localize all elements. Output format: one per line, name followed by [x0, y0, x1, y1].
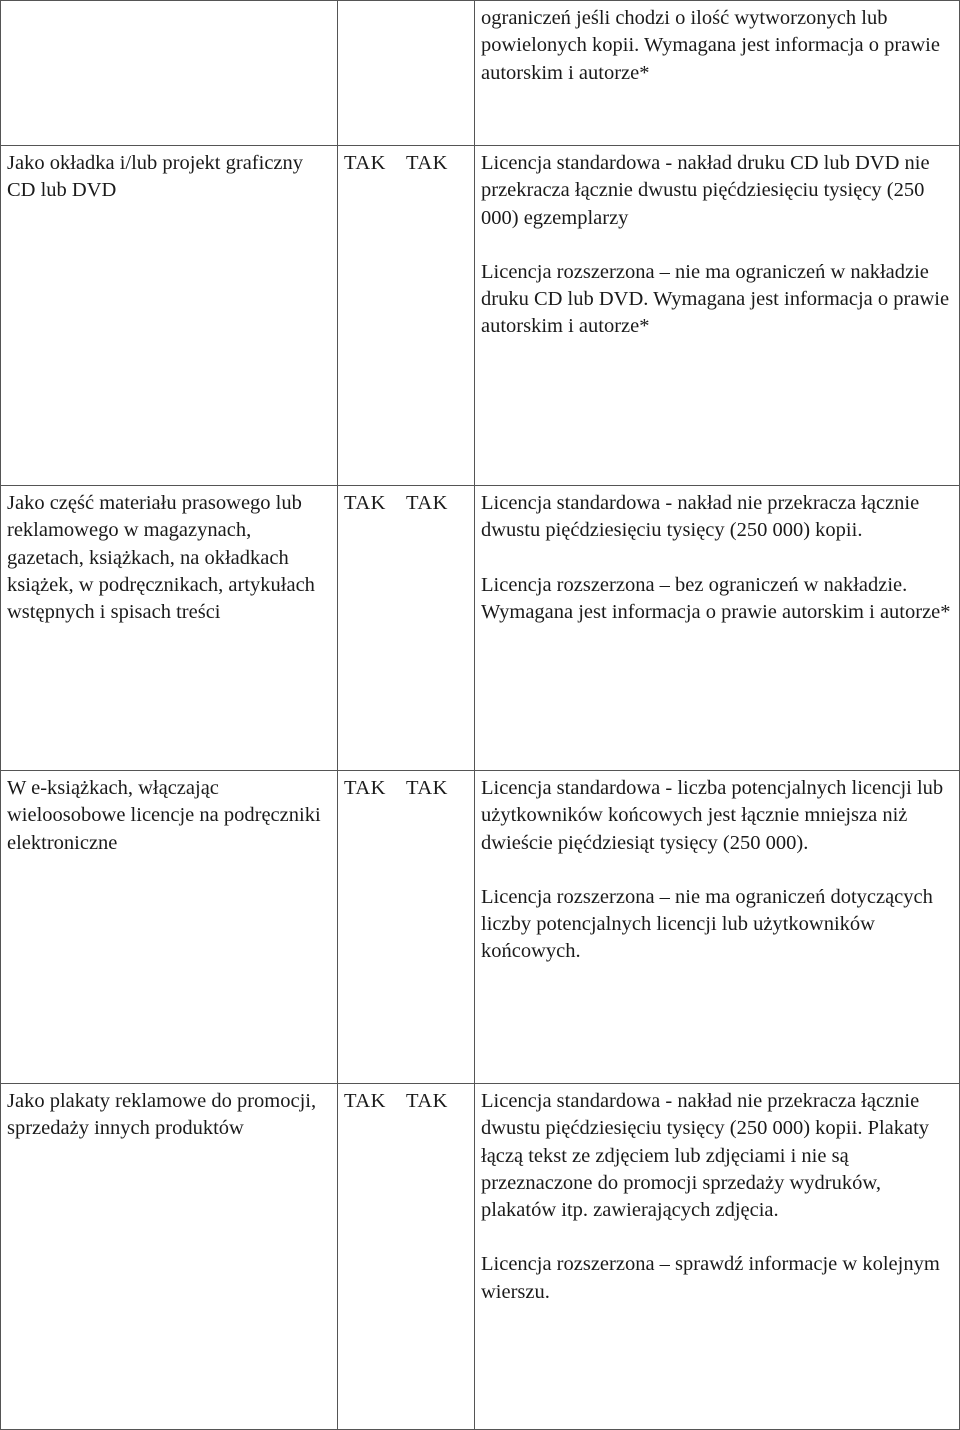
license-cell — [475, 1, 960, 146]
standard-license-text: Licencja standardowa - nakład nie przekracza łącznie dwustu pięćdziesięciu tysięcy (250 000) kopii. Plakaty łączą tekst ze zdjęciem lub zdjęciami i nie są przeznaczone do promocji sprzedaży wydruków, plakatów itp. zawierających zdjęcia. — [481, 1090, 930, 1222]
availability-mark-standard: TAK — [344, 492, 386, 514]
license-cell — [475, 1084, 960, 1430]
license-text: ograniczeń jeśli chodzi o ilość wytworzonych lub powielonych kopii. Wymagana jest informacja o prawie autorskim i autorze* — [481, 7, 940, 84]
availability-cell — [338, 1084, 475, 1430]
license-cell — [475, 486, 960, 771]
extended-license-text: Licencja rozszerzona – nie ma ograniczeń dotyczących liczby potencjalnych licencji lub użytkowników końcowych. — [481, 885, 933, 963]
availability-cell — [338, 1, 475, 146]
availability-cell — [338, 486, 475, 771]
usage-cell: Jako okładka i/lub projekt graficzny CD lub DVD — [1, 146, 338, 486]
license-cell — [475, 146, 960, 486]
availability-mark-extended: TAK — [406, 152, 448, 174]
usage-cell: W e-książkach, włączając wieloosobowe licencje na podręczniki elektroniczne — [1, 771, 338, 1084]
table-row — [1, 146, 960, 486]
usage-cell: Jako plakaty reklamowe do promocji, sprzedaży innych produktów — [1, 1084, 338, 1430]
availability-mark-extended: TAK — [406, 777, 448, 799]
availability-mark-extended: TAK — [406, 1090, 448, 1112]
standard-license-text: Licencja standardowa - liczba potencjalnych licencji lub użytkowników końcowych jest łącznie mniejsza niż dwieście pięćdziesiąt tysięcy (250 000). — [481, 777, 944, 854]
extended-license-text: Licencja rozszerzona – nie ma ograniczeń w nakładzie druku CD lub DVD. Wymagana jest informacja o prawie autorskim i autorze* — [481, 260, 950, 338]
extended-license-text: Licencja rozszerzona – sprawdź informacje w kolejnym wierszu. — [481, 1253, 940, 1303]
table-row — [1, 771, 960, 1084]
availability-cell — [338, 146, 475, 486]
table-row — [1, 1, 960, 146]
table-row — [1, 486, 960, 771]
usage-cell: Jako część materiału prasowego lub reklamowego w magazynach, gazetach, książkach, na okładkach książek, w podręcznikach, artykułach wstępnych i spisach treści — [1, 486, 338, 771]
table-row — [1, 1084, 960, 1430]
availability-mark-standard: TAK — [344, 777, 386, 799]
standard-license-text: Licencja standardowa - nakład druku CD lub DVD nie przekracza łącznie dwustu pięćdziesięciu tysięcy (250 000) egzemplarzy — [481, 152, 930, 229]
extended-license-text: Licencja rozszerzona – bez ograniczeń w nakładzie. Wymagana jest informacja o prawie autorskim i autorze* — [481, 573, 951, 623]
usage-cell — [1, 1, 338, 146]
availability-cell — [338, 771, 475, 1084]
availability-mark-standard: TAK — [344, 152, 386, 174]
standard-license-text: Licencja standardowa - nakład nie przekracza łącznie dwustu pięćdziesięciu tysięcy (250 000) kopii. — [481, 492, 920, 542]
availability-mark-extended: TAK — [406, 492, 448, 514]
license-cell — [475, 771, 960, 1084]
availability-mark-standard: TAK — [344, 1090, 386, 1112]
